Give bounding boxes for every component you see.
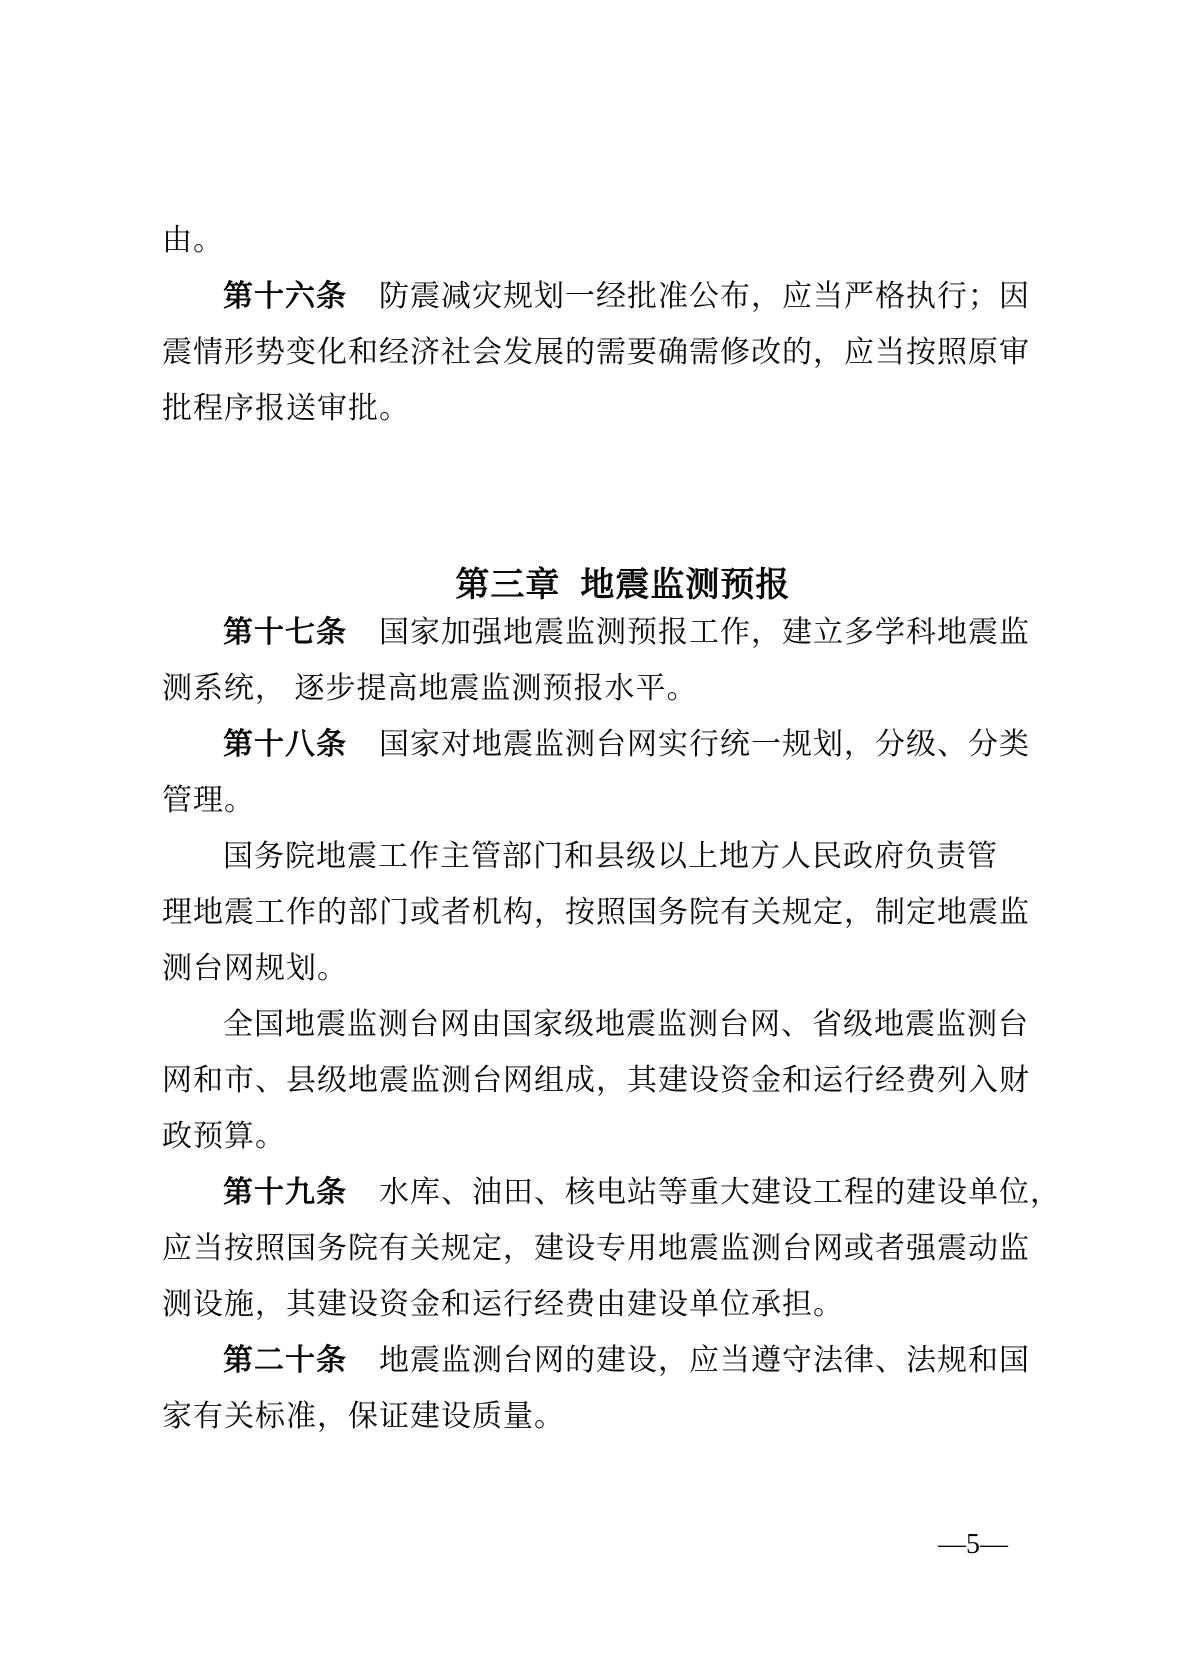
line-text: 震情形势变化和经济社会发展的需要确需修改的，应当按照原审 (162, 336, 1030, 369)
text-line (162, 773, 1052, 829)
line-text: 测台网规划。 (162, 952, 348, 985)
article-number: 第二十条 (223, 1344, 347, 1377)
line-text: 地震监测台网的建设，应当遵守法律、法规和国 (379, 1344, 1030, 1377)
text-line (162, 325, 1052, 381)
line-text: 测系统， 逐步提高地震监测预报水平。 (162, 672, 698, 705)
text-line (162, 605, 1052, 661)
line-text: 国务院地震工作主管部门和县级以上地方人民政府负责管 (223, 840, 998, 873)
line-text: 国家对地震监测台网实行统一规划，分级、分类 (379, 728, 1030, 761)
text-line (162, 885, 1052, 941)
line-text: 全国地震监测台网由国家级地震监测台网、省级地震监测台 (223, 1008, 1029, 1041)
text-line (162, 213, 1052, 269)
line-text: 测设施，其建设资金和运行经费由建设单位承担。 (162, 1288, 844, 1321)
article-number: 第十七条 (223, 616, 347, 649)
line-text: 防震减灾规划一经批准公布，应当严格执行；因 (379, 280, 1030, 313)
line-text: 国家加强地震监测预报工作，建立多学科地震监 (379, 616, 1030, 649)
paragraph-block-main (162, 605, 1061, 1445)
text-line (162, 381, 1052, 437)
article-number: 第十六条 (223, 280, 347, 313)
line-text: 家有关标准，保证建设质量。 (162, 1400, 565, 1433)
text-line (162, 1109, 1052, 1165)
text-line (162, 661, 1052, 717)
line-text: 管理。 (162, 784, 255, 817)
chapter-number: 第三章 (455, 566, 561, 604)
article-number: 第十八条 (223, 728, 347, 761)
line-text: 网和市、县级地震监测台网组成，其建设资金和运行经费列入财 (162, 1064, 1030, 1097)
text-line (162, 717, 1052, 773)
page-number: —5— (938, 1529, 1008, 1560)
chapter-title: 地震监测预报 (580, 566, 791, 604)
text-line (162, 941, 1052, 997)
paragraph-block-top (162, 213, 1052, 437)
text-line (162, 269, 1052, 325)
text-line (162, 1277, 1052, 1333)
text-line (162, 1053, 1052, 1109)
line-text: 政预算。 (162, 1120, 286, 1153)
text-line (162, 997, 1052, 1053)
article-number: 第十九条 (223, 1176, 347, 1209)
line-text: 批程序报送审批。 (162, 392, 410, 425)
text-line (162, 1389, 1052, 1445)
line-text: 水库、油田、核电站等重大建设工程的建设单位， (379, 1176, 1061, 1209)
line-text: 应当按照国务院有关规定，建设专用地震监测台网或者强震动监 (162, 1232, 1030, 1265)
text-line (162, 1165, 1061, 1221)
text-line (162, 1333, 1052, 1389)
text-line (162, 829, 1052, 885)
line-text: 理地震工作的部门或者机构，按照国务院有关规定，制定地震监 (162, 896, 1030, 929)
text-line (162, 1221, 1052, 1277)
line-text: 由。 (162, 224, 224, 257)
